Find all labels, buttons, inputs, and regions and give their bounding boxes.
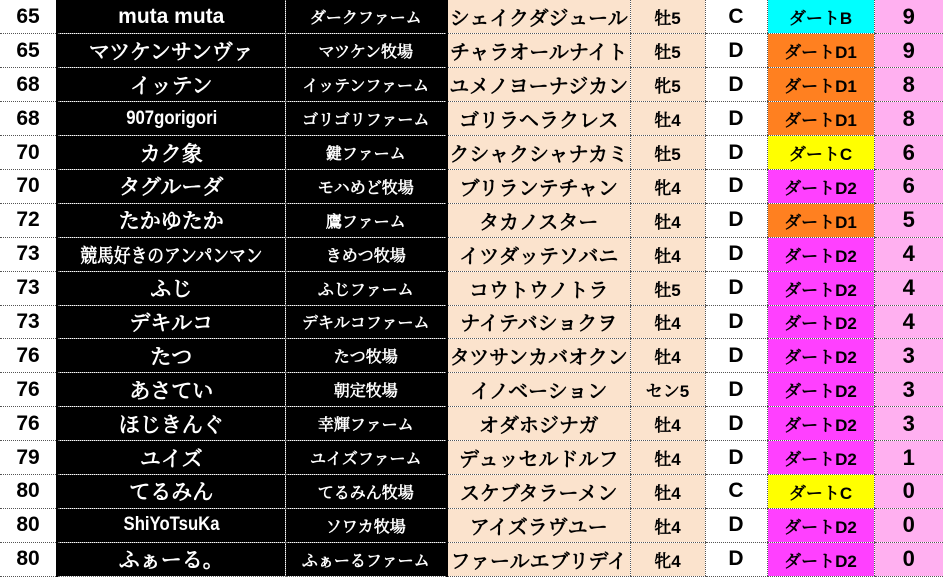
cell-registered-name: アイズラヴユー bbox=[447, 508, 630, 542]
cell-horse-name: マツケンサンヴァ bbox=[57, 34, 285, 68]
table-row[interactable] bbox=[0, 508, 943, 542]
cell-registered-name: ナイテバショクヲ bbox=[447, 305, 630, 339]
cell-grade: D bbox=[705, 407, 767, 441]
table-row[interactable] bbox=[0, 407, 943, 441]
cell-points: 3 bbox=[874, 339, 943, 373]
cell-horse-name: ふじ bbox=[57, 271, 285, 305]
cell-points: 4 bbox=[874, 237, 943, 271]
cell-farm-name: イッテンファーム bbox=[285, 68, 447, 102]
cell-course: ダートD1 bbox=[767, 34, 874, 68]
cell-rank: 73 bbox=[0, 237, 57, 271]
cell-course: ダートD2 bbox=[767, 373, 874, 407]
cell-farm-name: 鍵ファーム bbox=[285, 136, 447, 170]
cell-registered-name: デュッセルドルフ bbox=[447, 441, 630, 475]
cell-sex-age: 牡5 bbox=[630, 271, 705, 305]
cell-sex-age: セン5 bbox=[630, 373, 705, 407]
cell-registered-name: イツダッテソバニ bbox=[447, 237, 630, 271]
cell-farm-name: きめつ牧場 bbox=[285, 237, 447, 271]
cell-registered-name: タツサンカバオクン bbox=[447, 339, 630, 373]
cell-farm-name: ふぁーるファーム bbox=[285, 542, 447, 576]
cell-sex-age: 牡4 bbox=[630, 339, 705, 373]
cell-farm-name: ゴリゴリファーム bbox=[285, 102, 447, 136]
cell-horse-name-text: ShiYoTsuKa bbox=[123, 514, 220, 536]
cell-farm-name: ソワカ牧場 bbox=[285, 508, 447, 542]
cell-registered-name: イノベーション bbox=[447, 373, 630, 407]
cell-farm-name: マツケン牧場 bbox=[285, 34, 447, 68]
cell-horse-name: カク象 bbox=[57, 136, 285, 170]
cell-registered-name: オダホジナガ bbox=[447, 407, 630, 441]
cell-registered-name: コウトウノトラ bbox=[447, 271, 630, 305]
table-row[interactable] bbox=[0, 0, 943, 34]
table-row[interactable] bbox=[0, 169, 943, 203]
cell-rank: 73 bbox=[0, 271, 57, 305]
cell-rank: 80 bbox=[0, 508, 57, 542]
cell-points: 0 bbox=[874, 474, 943, 508]
cell-sex-age: 牡4 bbox=[630, 203, 705, 237]
cell-course: ダートD2 bbox=[767, 542, 874, 576]
cell-registered-name: チャラオールナイト bbox=[447, 34, 630, 68]
cell-course: ダートD2 bbox=[767, 305, 874, 339]
cell-sex-age: 牡4 bbox=[630, 237, 705, 271]
cell-course: ダートD2 bbox=[767, 339, 874, 373]
cell-points: 0 bbox=[874, 542, 943, 576]
cell-rank: 70 bbox=[0, 169, 57, 203]
cell-course: ダートD2 bbox=[767, 407, 874, 441]
cell-grade: D bbox=[705, 68, 767, 102]
cell-farm-name: 朝定牧場 bbox=[285, 373, 447, 407]
cell-horse-name bbox=[57, 102, 285, 136]
cell-registered-name: ブリランテチャン bbox=[447, 169, 630, 203]
cell-points: 9 bbox=[874, 34, 943, 68]
cell-farm-name: 鷹ファーム bbox=[285, 203, 447, 237]
cell-sex-age: 牡5 bbox=[630, 0, 705, 34]
cell-points: 8 bbox=[874, 68, 943, 102]
cell-sex-age: 牝4 bbox=[630, 542, 705, 576]
cell-farm-name: ユイズファーム bbox=[285, 441, 447, 475]
cell-points: 4 bbox=[874, 305, 943, 339]
cell-points: 0 bbox=[874, 508, 943, 542]
cell-horse-name: たかゆたか bbox=[57, 203, 285, 237]
table-row[interactable] bbox=[0, 34, 943, 68]
cell-sex-age: 牡4 bbox=[630, 441, 705, 475]
cell-grade: C bbox=[705, 474, 767, 508]
cell-sex-age: 牡5 bbox=[630, 136, 705, 170]
cell-grade: D bbox=[705, 441, 767, 475]
cell-horse-name: てるみん bbox=[57, 474, 285, 508]
cell-registered-name: シェイクダジュール bbox=[447, 0, 630, 34]
cell-sex-age: 牡4 bbox=[630, 508, 705, 542]
table-row[interactable] bbox=[0, 339, 943, 373]
cell-grade: D bbox=[705, 34, 767, 68]
cell-registered-name: ユメノヨーナジカン bbox=[447, 68, 630, 102]
cell-points: 8 bbox=[874, 102, 943, 136]
cell-points: 6 bbox=[874, 136, 943, 170]
table-row[interactable] bbox=[0, 542, 943, 576]
table-row[interactable] bbox=[0, 203, 943, 237]
cell-points: 5 bbox=[874, 203, 943, 237]
cell-grade: D bbox=[705, 373, 767, 407]
cell-horse-name: タグルーダ bbox=[57, 169, 285, 203]
cell-farm-name: ふじファーム bbox=[285, 271, 447, 305]
cell-farm-name: てるみん牧場 bbox=[285, 474, 447, 508]
cell-grade: D bbox=[705, 102, 767, 136]
cell-horse-name: ほじきんぐ bbox=[57, 407, 285, 441]
table-row[interactable] bbox=[0, 237, 943, 271]
cell-horse-name bbox=[57, 508, 285, 542]
cell-points: 4 bbox=[874, 271, 943, 305]
cell-sex-age: 牡4 bbox=[630, 474, 705, 508]
cell-course: ダートD1 bbox=[767, 102, 874, 136]
cell-rank: 76 bbox=[0, 339, 57, 373]
table-row[interactable] bbox=[0, 68, 943, 102]
table-row[interactable] bbox=[0, 102, 943, 136]
cell-sex-age: 牡5 bbox=[630, 34, 705, 68]
cell-grade: D bbox=[705, 508, 767, 542]
table-row[interactable] bbox=[0, 441, 943, 475]
table-row[interactable] bbox=[0, 373, 943, 407]
cell-grade: D bbox=[705, 237, 767, 271]
table-row[interactable] bbox=[0, 474, 943, 508]
cell-farm-name: モハめど牧場 bbox=[285, 169, 447, 203]
cell-horse-name: ふぁーる。 bbox=[57, 542, 285, 576]
cell-grade: C bbox=[705, 0, 767, 34]
cell-horse-name-text: 907gorigori bbox=[125, 107, 217, 129]
cell-rank: 72 bbox=[0, 203, 57, 237]
cell-farm-name: たつ牧場 bbox=[285, 339, 447, 373]
cell-registered-name: スケブタラーメン bbox=[447, 474, 630, 508]
cell-rank: 80 bbox=[0, 542, 57, 576]
cell-horse-name: muta muta bbox=[57, 0, 285, 34]
cell-grade: D bbox=[705, 542, 767, 576]
cell-rank: 79 bbox=[0, 441, 57, 475]
cell-points: 3 bbox=[874, 373, 943, 407]
cell-horse-name: たつ bbox=[57, 339, 285, 373]
cell-points: 1 bbox=[874, 441, 943, 475]
cell-sex-age: 牡4 bbox=[630, 407, 705, 441]
cell-points: 9 bbox=[874, 0, 943, 34]
cell-registered-name: ファールエブリデイ bbox=[447, 542, 630, 576]
cell-course: ダートC bbox=[767, 136, 874, 170]
cell-rank: 73 bbox=[0, 305, 57, 339]
table-row[interactable] bbox=[0, 271, 943, 305]
cell-points: 6 bbox=[874, 169, 943, 203]
cell-course: ダートD2 bbox=[767, 237, 874, 271]
cell-points: 3 bbox=[874, 407, 943, 441]
cell-course: ダートD2 bbox=[767, 441, 874, 475]
cell-course: ダートB bbox=[767, 0, 874, 34]
cell-course: ダートD1 bbox=[767, 203, 874, 237]
cell-farm-name: 幸輝ファーム bbox=[285, 407, 447, 441]
cell-course: ダートD2 bbox=[767, 508, 874, 542]
table-row[interactable] bbox=[0, 305, 943, 339]
cell-horse-name-text: 競馬好きのアンパンマン bbox=[80, 245, 263, 267]
cell-grade: D bbox=[705, 203, 767, 237]
cell-sex-age: 牡4 bbox=[630, 305, 705, 339]
cell-grade: D bbox=[705, 169, 767, 203]
cell-rank: 65 bbox=[0, 0, 57, 34]
cell-grade: D bbox=[705, 136, 767, 170]
cell-rank: 65 bbox=[0, 34, 57, 68]
cell-rank: 68 bbox=[0, 102, 57, 136]
cell-grade: D bbox=[705, 271, 767, 305]
cell-horse-name: あさてい bbox=[57, 373, 285, 407]
cell-course: ダートD2 bbox=[767, 271, 874, 305]
cell-rank: 70 bbox=[0, 136, 57, 170]
cell-registered-name: ゴリラヘラクレス bbox=[447, 102, 630, 136]
cell-horse-name: イッテン bbox=[57, 68, 285, 102]
cell-sex-age: 牡4 bbox=[630, 102, 705, 136]
cell-course: ダートD2 bbox=[767, 169, 874, 203]
cell-horse-name bbox=[57, 237, 285, 271]
cell-rank: 80 bbox=[0, 474, 57, 508]
cell-grade: D bbox=[705, 305, 767, 339]
cell-sex-age: 牝5 bbox=[630, 68, 705, 102]
cell-horse-name: デキルコ bbox=[57, 305, 285, 339]
table-row[interactable] bbox=[0, 136, 943, 170]
cell-rank: 68 bbox=[0, 68, 57, 102]
cell-course: ダートD1 bbox=[767, 68, 874, 102]
cell-registered-name: タカノスター bbox=[447, 203, 630, 237]
cell-horse-name: ユイズ bbox=[57, 441, 285, 475]
cell-farm-name: デキルコファーム bbox=[285, 305, 447, 339]
cell-rank: 76 bbox=[0, 373, 57, 407]
cell-course: ダートC bbox=[767, 474, 874, 508]
cell-sex-age: 牝4 bbox=[630, 169, 705, 203]
cell-registered-name: クシャクシャナカミ bbox=[447, 136, 630, 170]
cell-grade: D bbox=[705, 339, 767, 373]
cell-rank: 76 bbox=[0, 407, 57, 441]
cell-farm-name: ダークファーム bbox=[285, 0, 447, 34]
